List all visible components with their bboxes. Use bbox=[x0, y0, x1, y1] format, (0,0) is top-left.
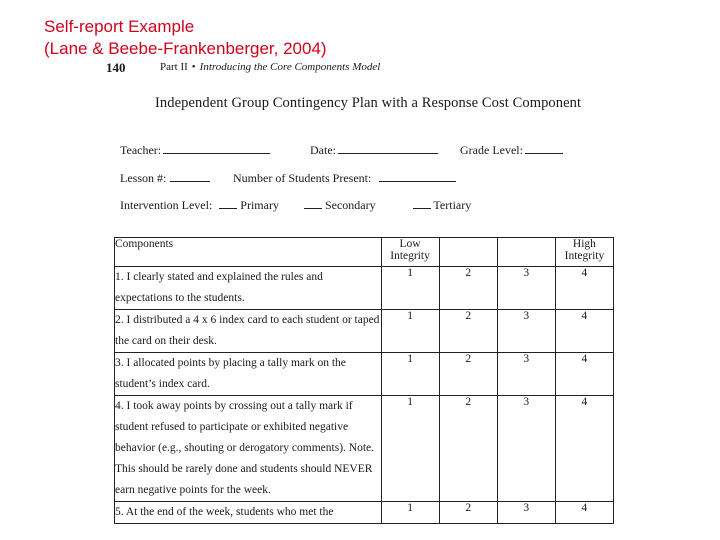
score-3[interactable]: 3 bbox=[497, 353, 555, 396]
scale-header-2 bbox=[439, 238, 497, 267]
teacher-field bbox=[120, 143, 270, 158]
table-row bbox=[115, 396, 614, 502]
components-header: Components bbox=[115, 238, 382, 267]
low-header-line-2: Integrity bbox=[390, 250, 430, 262]
score-1[interactable]: 1 bbox=[381, 267, 439, 310]
high-header-line-1: High bbox=[572, 238, 596, 250]
page-number: 140 bbox=[106, 60, 126, 75]
score-2[interactable]: 2 bbox=[439, 353, 497, 396]
scale-header-3 bbox=[497, 238, 555, 267]
score-1[interactable]: 1 bbox=[381, 396, 439, 502]
low-integrity-header bbox=[381, 238, 439, 267]
students-present-blank[interactable] bbox=[379, 171, 456, 182]
score-1[interactable]: 1 bbox=[381, 353, 439, 396]
score-4[interactable]: 4 bbox=[555, 502, 613, 524]
bullet-separator: • bbox=[191, 61, 196, 73]
lesson-field bbox=[120, 171, 210, 186]
score-3[interactable]: 3 bbox=[497, 396, 555, 502]
grade-field bbox=[460, 143, 563, 158]
students-present-label: Number of Students Present: bbox=[233, 171, 372, 185]
slide-title-line-2: (Lane & Beebe-Frankenberger, 2004) bbox=[44, 39, 327, 58]
table-row bbox=[115, 267, 614, 310]
table-header-row bbox=[115, 238, 614, 267]
component-text: 3. I allocated points by placing a tally mark on the student’s index card. bbox=[115, 353, 382, 396]
chapter-title: Introducing the Core Components Model bbox=[199, 61, 381, 73]
tertiary-blank[interactable] bbox=[413, 198, 431, 209]
high-header-line-2: Integrity bbox=[564, 250, 605, 262]
score-3[interactable]: 3 bbox=[497, 310, 555, 353]
score-4[interactable]: 4 bbox=[555, 396, 613, 502]
score-1[interactable]: 1 bbox=[381, 502, 439, 524]
score-1[interactable]: 1 bbox=[381, 310, 439, 353]
grade-label: Grade Level: bbox=[460, 143, 523, 157]
intervention-label: Intervention Level: bbox=[120, 198, 213, 212]
lesson-label: Lesson #: bbox=[120, 171, 167, 185]
score-3[interactable]: 3 bbox=[497, 267, 555, 310]
score-2[interactable]: 2 bbox=[439, 396, 497, 502]
score-4[interactable]: 4 bbox=[555, 353, 613, 396]
component-text: 2. I distributed a 4 x 6 index card to each student or taped the card on their desk. bbox=[115, 310, 382, 353]
lesson-blank[interactable] bbox=[170, 171, 210, 182]
score-4[interactable]: 4 bbox=[555, 267, 613, 310]
score-2[interactable]: 2 bbox=[439, 267, 497, 310]
secondary-option: Secondary bbox=[324, 198, 376, 212]
tertiary-option: Tertiary bbox=[433, 198, 472, 212]
part-label: Part II bbox=[160, 61, 188, 73]
date-blank[interactable] bbox=[338, 143, 438, 154]
score-3[interactable]: 3 bbox=[497, 502, 555, 524]
grade-blank[interactable] bbox=[525, 143, 563, 154]
low-header-line-1: Low bbox=[399, 238, 421, 250]
table-row bbox=[115, 310, 614, 353]
component-text: 5. At the end of the week, students who met the bbox=[115, 502, 382, 524]
score-2[interactable]: 2 bbox=[439, 310, 497, 353]
students-present-field bbox=[233, 171, 456, 186]
component-text: 4. I took away points by crossing out a tally mark if student refused to participate or exhibited negative behavior (e.g., shouting or derogatory comments). Note. This should be rarely done and students should NEVER earn negative points for the week. bbox=[115, 396, 382, 502]
form-title: Independent Group Contingency Plan with a Response Cost Component bbox=[155, 95, 582, 111]
score-2[interactable]: 2 bbox=[439, 502, 497, 524]
primary-blank[interactable] bbox=[219, 198, 237, 209]
slide-title-line-1: Self-report Example bbox=[44, 17, 195, 36]
intervention-field bbox=[120, 198, 471, 213]
date-label: Date: bbox=[310, 143, 336, 157]
table-row bbox=[115, 502, 614, 524]
high-integrity-header bbox=[555, 238, 613, 267]
table-row bbox=[115, 353, 614, 396]
integrity-rating-table bbox=[114, 237, 614, 524]
primary-option: Primary bbox=[240, 198, 279, 212]
teacher-label: Teacher: bbox=[120, 143, 162, 157]
secondary-blank[interactable] bbox=[304, 198, 322, 209]
running-head bbox=[160, 61, 380, 73]
score-4[interactable]: 4 bbox=[555, 310, 613, 353]
date-field bbox=[310, 143, 438, 158]
component-text: 1. I clearly stated and explained the rules and expectations to the students. bbox=[115, 267, 382, 310]
teacher-blank[interactable] bbox=[163, 143, 270, 154]
